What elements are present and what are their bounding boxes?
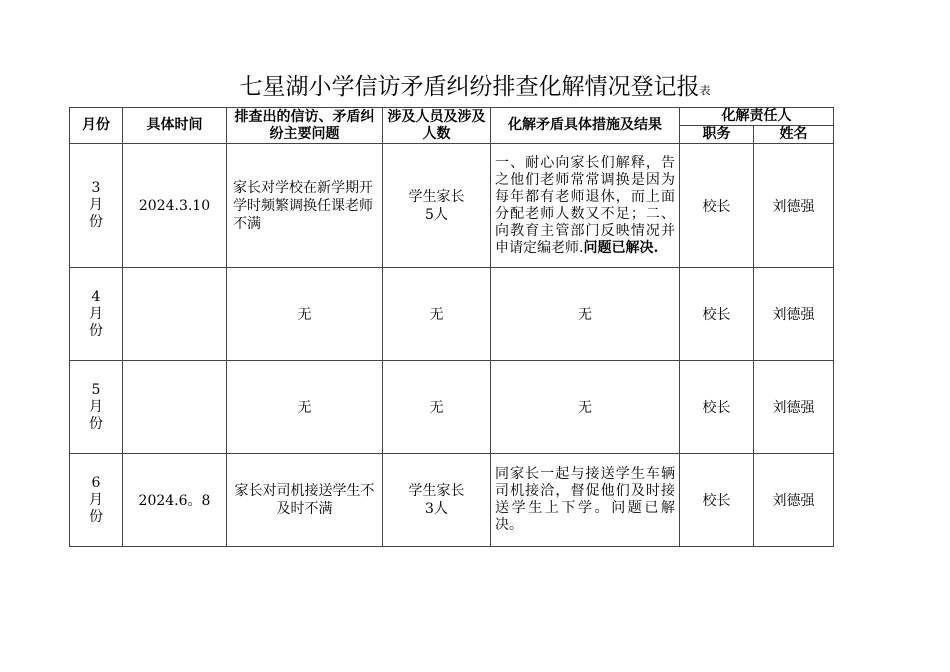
time-cell: 2024.6。8 [123,454,227,547]
people-cell: 学生家长5人 [383,144,491,268]
measures-text: 一、耐心向家长们解释，告之他们老师常常调换是因为每年都有老师退休，而上面分配老师人数又不足；二、向教育主管部门反映情况并申请定编老师. [495,154,675,256]
table-row [70,144,834,268]
name-cell: 刘德强 [754,361,834,454]
issue-cell: 无 [227,361,383,454]
table-row [70,268,834,361]
register-table [69,107,834,547]
time-cell [123,268,227,361]
header-time: 具体时间 [123,108,227,144]
title-main: 七星湖小学信访矛盾纠纷排查化解情况登记报 [239,74,700,100]
measures-cell: 无 [491,268,680,361]
month-cell: 6月份 [70,454,123,547]
measures-cell [491,144,680,268]
measures-cell: 无 [491,361,680,454]
header-name: 姓名 [754,126,834,144]
issue-cell: 无 [227,268,383,361]
position-cell: 校长 [680,454,754,547]
position-cell: 校长 [680,268,754,361]
time-cell [123,361,227,454]
month-cell: 3月份 [70,144,123,268]
header-responsible: 化解责任人 [680,108,834,126]
header-people: 涉及人员及涉及人数 [383,108,491,144]
time-cell: 2024.3.10 [123,144,227,268]
header-issue: 排查出的信访、矛盾纠纷主要问题 [227,108,383,144]
issue-cell: 家长对学校在新学期开学时频繁调换任课老师不满 [227,144,383,268]
header-measures: 化解矛盾具体措施及结果 [491,108,680,144]
people-cell: 学生家长3人 [383,454,491,547]
name-cell: 刘德强 [754,454,834,547]
issue-cell: 家长对司机接送学生不及时不满 [227,454,383,547]
people-cell: 无 [383,268,491,361]
position-cell: 校长 [680,144,754,268]
header-month: 月份 [70,108,123,144]
header-position: 职务 [680,126,754,144]
name-cell: 刘德强 [754,144,834,268]
measures-cell: 同家长一起与接送学生车辆司机接洽，督促他们及时接送学生上下学。问题已解决。 [491,454,680,547]
month-cell: 5月份 [70,361,123,454]
table-row [70,361,834,454]
title-suffix: 表 [699,84,711,97]
document-title [0,72,950,106]
table-row [70,454,834,547]
name-cell: 刘德强 [754,268,834,361]
month-cell: 4月份 [70,268,123,361]
position-cell: 校长 [680,361,754,454]
people-cell: 无 [383,361,491,454]
header-row-1 [70,108,834,126]
measures-result: 问题已解决. [583,239,659,256]
